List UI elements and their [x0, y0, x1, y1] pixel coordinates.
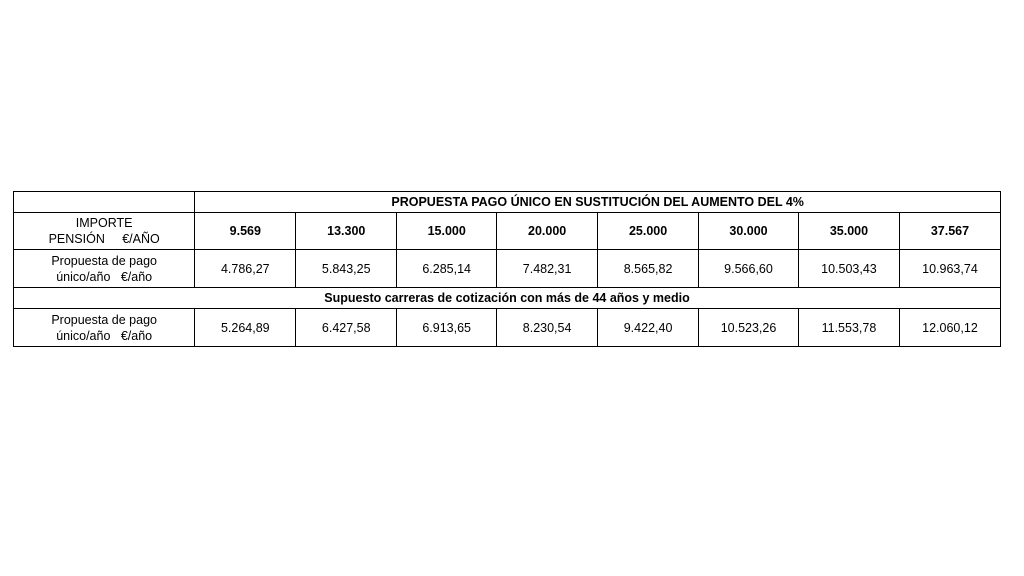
pago-unico-table — [13, 191, 1001, 347]
section-proposal-value-cell: 11.553,78 — [798, 309, 899, 347]
amount-cell: 35.000 — [798, 213, 899, 250]
proposal-value-cell: 10.503,43 — [798, 250, 899, 288]
section-proposal-value-cell: 6.427,58 — [296, 309, 397, 347]
amount-cell: 9.569 — [195, 213, 296, 250]
table-title: PROPUESTA PAGO ÚNICO EN SUSTITUCIÓN DEL AUMENTO DEL 4% — [195, 192, 1001, 213]
proposal-value-cell: 4.786,27 — [195, 250, 296, 288]
amount-cell: 13.300 — [296, 213, 397, 250]
proposal-label-line2: único/año €/año — [56, 269, 153, 284]
proposal-value-cell: 10.963,74 — [899, 250, 1000, 288]
section-proposal-value-cell: 9.422,40 — [598, 309, 699, 347]
section-proposal-value-cell: 5.264,89 — [195, 309, 296, 347]
amount-cell: 30.000 — [699, 213, 799, 250]
amount-header-label — [14, 213, 195, 250]
amount-cell: 20.000 — [497, 213, 598, 250]
amount-cell: 37.567 — [899, 213, 1000, 250]
amount-cell: 25.000 — [598, 213, 699, 250]
section-proposal-row — [14, 309, 1001, 347]
title-row — [14, 192, 1001, 213]
proposal-value-cell: 7.482,31 — [497, 250, 598, 288]
proposal-value-cell: 5.843,25 — [296, 250, 397, 288]
proposal-label — [14, 250, 195, 288]
section-proposal-label — [14, 309, 195, 347]
amount-header-row — [14, 213, 1001, 250]
section-proposal-value-cell: 12.060,12 — [899, 309, 1000, 347]
proposal-value-cell: 6.285,14 — [397, 250, 497, 288]
amount-cell: 15.000 — [397, 213, 497, 250]
section-proposal-value-cell: 8.230,54 — [497, 309, 598, 347]
section-proposal-value-cell: 10.523,26 — [699, 309, 799, 347]
proposal-label-line1: Propuesta de pago — [51, 253, 157, 268]
title-row-blank-cell — [14, 192, 195, 213]
proposal-row — [14, 250, 1001, 288]
amount-header-label-line1: IMPORTE — [75, 216, 133, 230]
section-proposal-label-line1: Propuesta de pago — [51, 312, 157, 327]
amount-header-label-line2: PENSIÓN €/AÑO — [48, 232, 160, 246]
section-proposal-label-line2: único/año €/año — [56, 328, 153, 343]
section-proposal-value-cell: 6.913,65 — [397, 309, 497, 347]
proposal-value-cell: 8.565,82 — [598, 250, 699, 288]
section-title: Supuesto carreras de cotización con más de 44 años y medio — [14, 288, 1001, 309]
proposal-value-cell: 9.566,60 — [699, 250, 799, 288]
section-title-row — [14, 288, 1001, 309]
